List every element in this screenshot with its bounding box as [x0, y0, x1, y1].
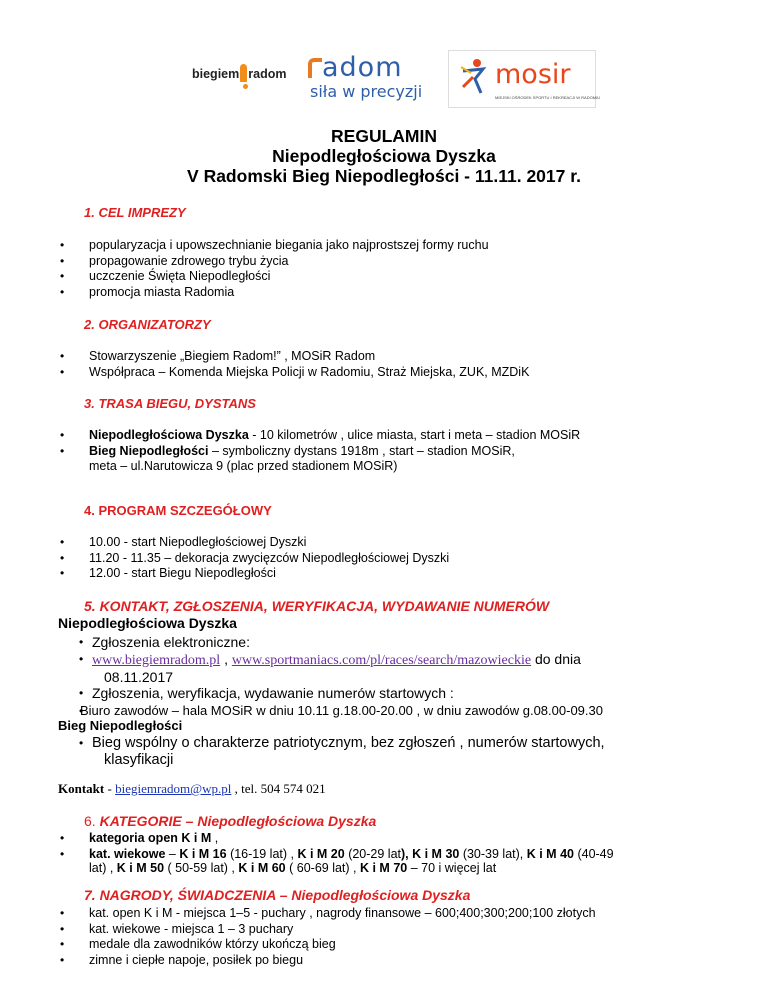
list-item: • zimne i ciepłe napoje, posiłek po biegu [0, 953, 596, 969]
item-text: - 10 kilometrów , ulice miasta, start i meta – stadion MOSiR [248, 428, 581, 442]
sportmaniacs-link[interactable]: www.sportmaniacs.com/pl/races/search/mazowieckie [231, 653, 532, 668]
section-4-heading [84, 503, 272, 518]
list-item: • medale dla zawodników którzy ukończą bieg [0, 937, 596, 953]
bold-text: K i M 50 [116, 861, 165, 875]
bold-text: K i M 40 [526, 846, 574, 861]
item-text: do dnia [531, 651, 581, 667]
list-item [0, 444, 580, 460]
item-text: – 70 i więcej lat [407, 861, 497, 875]
section-5-list-a [0, 634, 581, 669]
item-text: lat) , [89, 861, 117, 875]
section-3-heading: 3. TRASA BIEGU, DYSTANS [84, 396, 256, 411]
list-item: • popularyzacja i upowszechnianie biegania jako najprostszej formy ruchu [0, 238, 489, 254]
section-2-heading: 2. ORGANIZATORZY [84, 317, 211, 332]
list-item [0, 847, 614, 863]
document-title [0, 126, 768, 186]
heading-text: KATEGORIE – Niepodległościowa Dyszka [95, 813, 377, 829]
list-item-continuation: klasyfikacji [104, 752, 174, 768]
list-item: • promocja miasta Radomia [0, 285, 489, 301]
section-6-heading [84, 813, 376, 829]
list-item: • kat. wiekowe - miejsca 1 – 3 puchary [0, 922, 596, 938]
list-item-continuation: 08.11.2017 [104, 669, 174, 685]
list-item: • uczczenie Święta Niepodległości [0, 269, 489, 285]
list-item-continuation [89, 861, 496, 875]
list-item: • Biuro zawodów – hala MOSiR w dniu 10.11 g.18.00-20.00 , w dniu zawodów g.08.00-09.30 [0, 703, 603, 719]
bold-text: ), K i M 30 [401, 846, 460, 861]
radom-r-mark-icon [308, 58, 322, 78]
subheading-bieg: Bieg Niepodległości [58, 718, 183, 733]
list-item: • kat. open K i M - miejsca 1–5 - puchary , nagrody finansowe – 600;400;300;200;100 złotych [0, 906, 596, 922]
item-text: (30-39 lat), [459, 846, 527, 861]
section-7-list [0, 906, 596, 968]
list-item: • Zgłoszenia elektroniczne: [0, 634, 581, 651]
item-text: – symboliczny dystans 1918m , start – stadion MOSiR, [208, 443, 515, 458]
list-item [0, 428, 580, 444]
contact-label: Kontakt [58, 781, 105, 796]
heading-number: 6. [84, 813, 96, 829]
title-line-2: Niepodległościowa Dyszka [272, 146, 496, 166]
list-item-continuation: meta – ul.Narutowicza 9 (plac przed stadionem MOSiR) [89, 459, 398, 473]
mosir-logo-name: mosir [495, 59, 571, 90]
radom-logo-text: radom [248, 67, 287, 81]
separator-text: , [220, 651, 232, 667]
section-4-list [0, 535, 449, 582]
contact-line [58, 781, 326, 797]
bold-text: K i M 20 [297, 846, 345, 861]
title-line-1: REGULAMIN [331, 126, 437, 146]
section-7-heading: 7. NAGRODY, ŚWIADCZENIA – Niepodległościowa Dyszka [84, 887, 471, 903]
item-text: ( 60-69 lat) , [285, 861, 360, 875]
biegiem-logo-text: biegiem [192, 67, 240, 81]
list-item: • 11.20 - 11.35 – dekoracja zwycięzców Niepodległościowej Dyszki [0, 551, 449, 567]
bold-text: K i M 60 [238, 861, 286, 875]
mosir-logo-subtitle: MIEJSKI OŚRODEK SPORTU I REKREACJI W RADOMIU [495, 95, 601, 100]
exclamation-icon [240, 64, 247, 82]
section-5-list-d [0, 735, 605, 752]
section-1-heading: 1. CEL IMPREZY [84, 205, 186, 220]
bold-text: K i M 70 [359, 861, 408, 875]
bold-text: kategoria open K i M [89, 831, 212, 845]
list-item [0, 651, 581, 669]
section-6-list [0, 831, 614, 862]
item-text: , [211, 831, 219, 845]
biegiem-radom-logo [192, 64, 286, 82]
section-5-list-c [0, 703, 603, 719]
heading-number: 4. [84, 503, 95, 518]
mosir-logo [448, 50, 601, 108]
section-1-list [0, 238, 489, 300]
radom-logo-tagline: siła w precyzji [310, 82, 423, 101]
section-2-list [0, 349, 529, 380]
subheading-dyszka: Niepodległościowa Dyszka [58, 615, 237, 631]
exclamation-dot-icon [243, 84, 248, 89]
email-link[interactable]: biegiemradom@wp.pl [115, 781, 232, 796]
section-5-list-b [0, 685, 454, 702]
runner-figure-icon [457, 57, 489, 97]
section-5-heading: 5. KONTAKT, ZGŁOSZENIA, WERYFIKACJA, WYDAWANIE NUMERÓW [84, 598, 550, 614]
list-item: • Bieg wspólny o charakterze patriotycznym, bez zgłoszeń , numerów startowych, [0, 735, 605, 752]
bold-text: Niepodległościowa Dyszka [89, 428, 249, 442]
heading-text: PROGRAM SZCZEGÓŁOWY [94, 503, 272, 518]
section-3-list [0, 428, 580, 459]
bold-text: Bieg Niepodległości [89, 443, 209, 458]
biegiemradom-link[interactable]: www.biegiemradom.pl [92, 653, 221, 668]
bold-text: kat. wiekowe [89, 846, 166, 861]
radom-logo-word: adom [322, 52, 403, 83]
list-item: • 10.00 - start Niepodległościowej Dyszki [0, 535, 449, 551]
item-text: ( 50-59 lat) , [164, 861, 239, 875]
item-text: (16-19 lat) , [226, 846, 298, 861]
item-text: (40-49 [573, 846, 614, 861]
list-item: • 12.00 - start Biegu Niepodległości [0, 566, 449, 582]
item-text: (20-29 lat [344, 846, 401, 861]
bold-text: K i M 16 [179, 846, 227, 861]
list-item [0, 831, 614, 847]
contact-phone: , tel. 504 574 021 [231, 781, 326, 796]
item-text: – [165, 846, 180, 861]
list-item: • Stowarzyszenie „Biegiem Radom!” , MOSiR Radom [0, 349, 529, 365]
list-item: • Współpraca – Komenda Miejska Policji w Radomiu, Straż Miejska, ZUK, MZDiK [0, 365, 529, 381]
list-item: • Zgłoszenia, weryfikacja, wydawanie numerów startowych : [0, 685, 454, 702]
radom-sila-w-precyzji-logo [308, 52, 443, 106]
contact-dash: - [104, 781, 116, 796]
list-item: • propagowanie zdrowego trybu życia [0, 254, 489, 270]
logo-bar [186, 48, 601, 110]
title-line-3: V Radomski Bieg Niepodległości - 11.11. 2017 r. [187, 166, 581, 186]
